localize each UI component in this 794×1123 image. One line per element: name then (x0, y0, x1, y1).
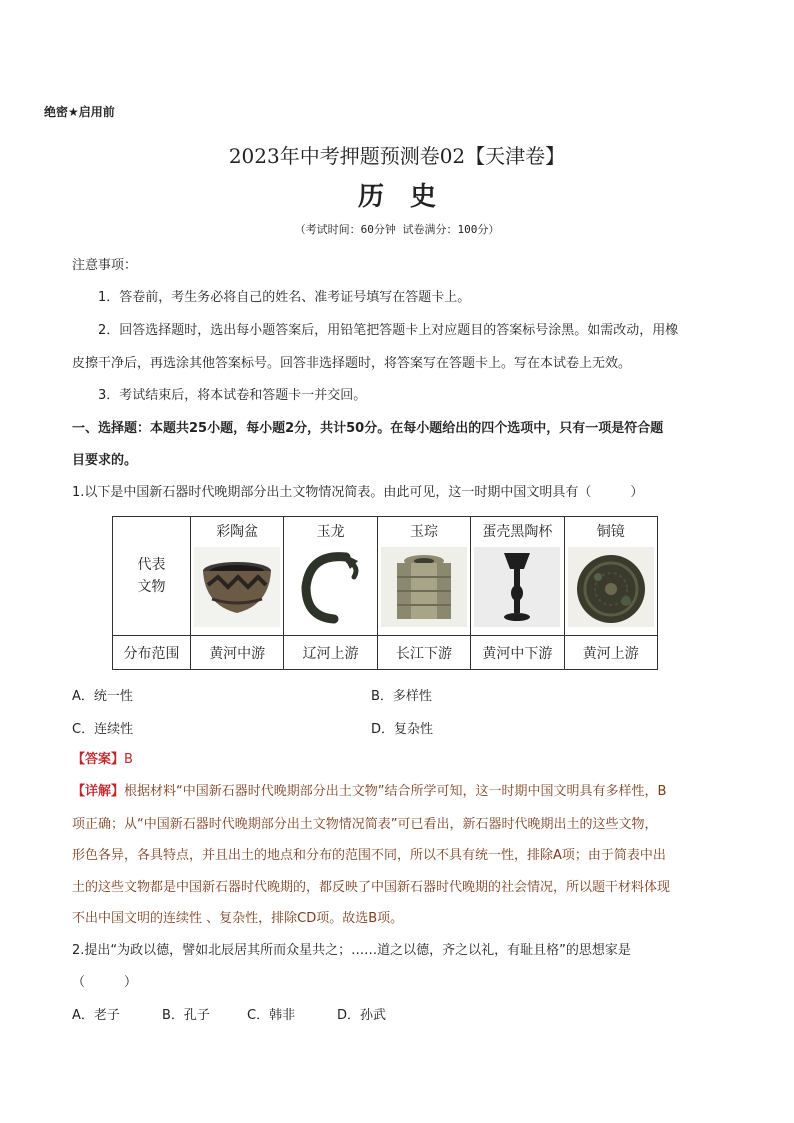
notice-item-2: 2．回答选择题时，选出每小题答案后，用铅笔把答题卡上对应题目的答案标号涂黑。如需改动，用橡 (98, 323, 679, 338)
relic-area: 黄河中下游 (471, 636, 564, 670)
q1-answer (72, 750, 724, 770)
q1-detail-line-3: 形色各异，各具特点，并且出土的地点和分布的范围不同，所以不具有统一性，排除A项；由于简表中出 (72, 848, 666, 863)
painted-pottery-basin-image (194, 547, 280, 627)
notice-item-2-cont: 皮擦干净后，再选涂其他答案标号。回答非选择题时，将答案写在答题卡上。写在本试卷上无效。 (72, 356, 632, 371)
relic-cell (191, 517, 284, 636)
q1-option-a: A．统一性 (72, 689, 133, 704)
q2-option-b: B．孔子 (162, 1008, 210, 1023)
answer-label: 【答案】 (72, 752, 125, 767)
q1-detail-line-2: 项正确；从“中国新石器时代晚期部分出土文物情况简表”可已看出，新石器时代晚期出土的这些文物， (72, 817, 658, 832)
relic-name: 玉琮 (409, 524, 438, 540)
relic-cell (377, 517, 470, 636)
relic-cell (471, 517, 564, 636)
bronze-mirror-image (568, 547, 654, 627)
q1-option-b: B．多样性 (371, 689, 432, 704)
exam-title: 2023年中考押题预测卷02【天津卷】 (228, 144, 566, 168)
detail-text: 根据材料“中国新石器时代晚期部分出土文物”结合所学可知，这一时期中国文明具有多样性，B (124, 784, 667, 799)
q1-detail-line-4: 土的这些文物都是中国新石器时代晚期的，都反映了中国新石器时代晚期的社会情况，所以题干材料体现 (72, 880, 671, 895)
q2-option-c: C．韩非 (247, 1008, 296, 1023)
relic-name: 铜镜 (596, 524, 625, 540)
answer-value: B (124, 752, 133, 767)
q1-option-d: D．复杂性 (371, 722, 434, 737)
relic-area: 辽河上游 (284, 636, 377, 670)
relic-name: 玉龙 (316, 524, 345, 540)
relic-name: 彩陶盆 (216, 524, 259, 540)
relic-name: 蛋壳黑陶杯 (482, 524, 553, 540)
notice-item-3: 3．考试结束后，将本试卷和答题卡一并交回。 (98, 388, 367, 403)
relics-table (112, 516, 658, 670)
relic-cell (564, 517, 657, 636)
jade-dragon-image (288, 547, 374, 627)
question-2-stem-cont: （ ） (72, 975, 138, 990)
detail-label: 【详解】 (72, 784, 125, 799)
eggshell-black-pottery-cup-image (474, 547, 560, 627)
notice-item-1: 1．答卷前，考生务必将自己的姓名、准考证号填写在答题卡上。 (98, 290, 471, 305)
question-1-stem: 1.以下是中国新石器时代晚期部分出土文物情况简表。由此可见，这一时期中国文明具有（ ） (72, 485, 644, 500)
q1-detail-line-5: 不出中国文明的连续性 、复杂性，排除CD项。故选B项。 (72, 911, 404, 926)
q2-option-d: D．孙武 (337, 1008, 387, 1023)
q1-option-c: C．连续性 (72, 722, 134, 737)
section-heading: 一、选择题：本题共25小题，每小题2分，共计50分。在每小题给出的四个选项中，只有一项是符合题 (72, 421, 664, 436)
section-heading-cont: 目要求的。 (72, 453, 138, 468)
jade-cong-image (381, 547, 467, 627)
relic-area: 黄河中游 (191, 636, 284, 670)
relic-cell (284, 517, 377, 636)
exam-timing: （考试时间：60分钟 试卷满分：100分） (294, 223, 500, 236)
table-row-head-area: 分布范围 (113, 636, 191, 670)
confidential-label: 绝密★启用前 (44, 105, 115, 119)
q1-detail-line-1 (72, 782, 724, 802)
table-row-head-relics: 代表 文物 (113, 517, 191, 636)
relic-area: 长江下游 (377, 636, 470, 670)
notice-heading: 注意事项： (72, 258, 138, 273)
subject-title: 历史 (357, 182, 462, 212)
q2-option-a: A．老子 (72, 1008, 120, 1023)
relic-area: 黄河上游 (564, 636, 657, 670)
question-2-stem: 2.提出“为政以德，譬如北辰居其所而众星共之；……道之以德，齐之以礼，有耻且格”的思想家是 (72, 943, 631, 958)
